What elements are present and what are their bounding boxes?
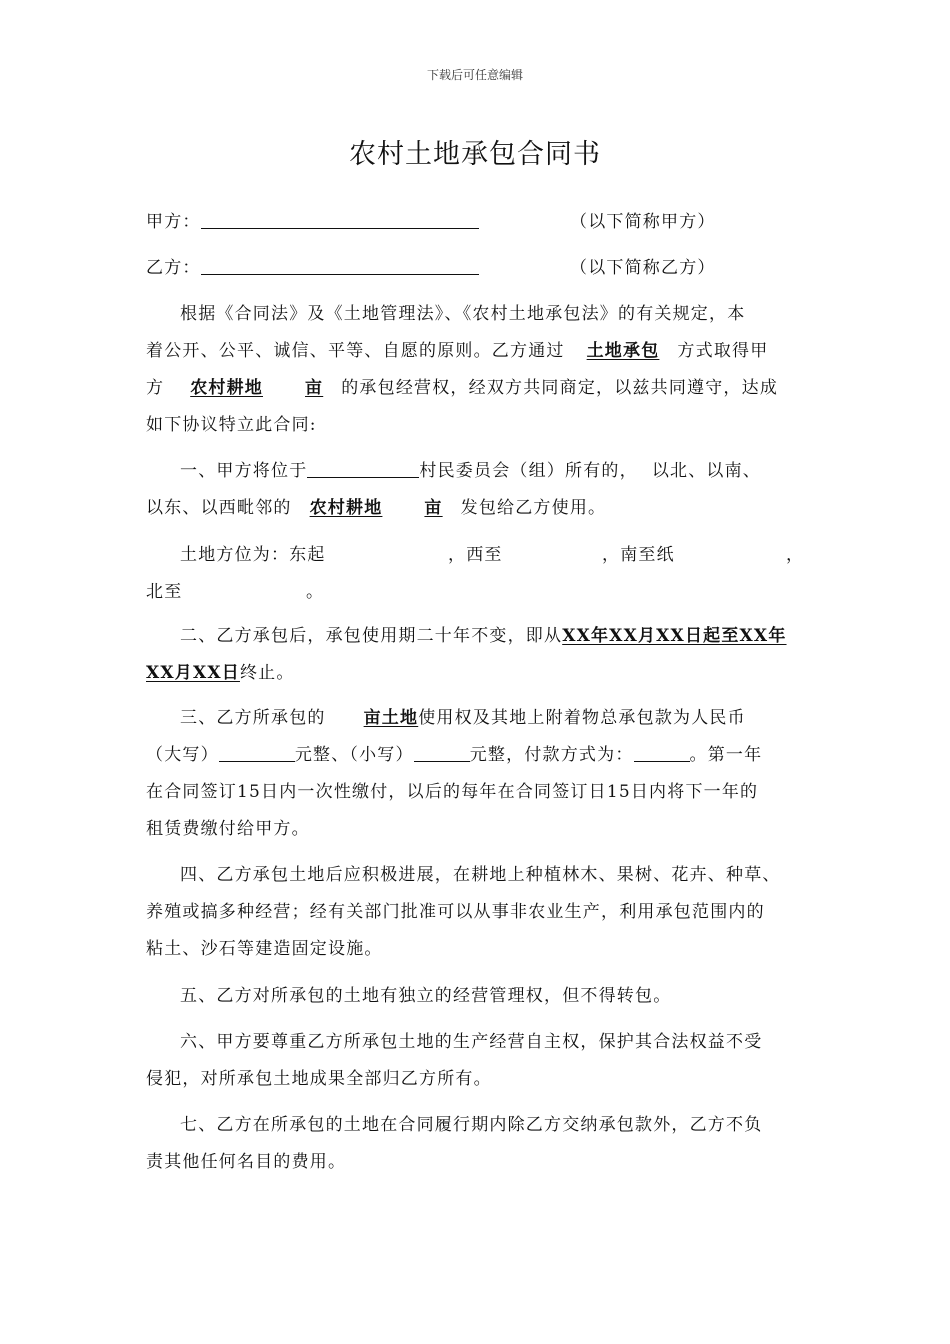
art3-line-4: 租赁费缴付给甲方。 bbox=[146, 819, 310, 839]
art4-line-1: 四、乙方承包土地后应积极进展，在耕地上种植林木、果树、花卉、种草、 bbox=[180, 865, 781, 885]
location-period: 。 bbox=[306, 582, 325, 602]
art2-line-2: XX月XX日终止。 bbox=[146, 663, 295, 683]
page-header: 下载后可任意编辑 bbox=[426, 68, 523, 82]
location-south: ，南至纸 bbox=[602, 545, 675, 565]
intro-line-4: 如下协议特立此合同: bbox=[146, 415, 317, 435]
art3-line-1: 三、乙方所承包的 亩土地使用权及其地上附着物总承包款为人民币 bbox=[180, 708, 746, 728]
term-end: XX月XX日 bbox=[146, 663, 240, 683]
location-west: ，西至 bbox=[448, 545, 503, 565]
art5-line-1: 五、乙方对所承包的土地有独立的经营管理权，但不得转包。 bbox=[180, 986, 672, 1006]
art4-line-3: 粘土、沙石等建造固定设施。 bbox=[146, 939, 383, 959]
art7-line-2: 责其他任何名目的费用。 bbox=[146, 1152, 347, 1172]
art3-line-2: （大写） 元整、（小写） 元整，付款方式为： 。第一年 bbox=[146, 741, 762, 769]
location-comma: ， bbox=[786, 545, 805, 565]
party-b-label: 乙方： bbox=[146, 258, 201, 278]
party-a-note: （以下简称甲方） bbox=[570, 212, 716, 232]
art6-line-1: 六、甲方要尊重乙方所承包土地的生产经营自主权，保护其合法权益不受 bbox=[180, 1032, 763, 1052]
art3-line-3: 在合同签订15日内一次性缴付，以后的每年在合同签订日15日内将下一年的 bbox=[146, 782, 759, 802]
land-area: 亩土地 bbox=[363, 708, 419, 728]
location-label: 土地方位为：东起 bbox=[180, 545, 326, 565]
document-title: 农村土地承包合同书 bbox=[349, 139, 601, 170]
party-a-label: 甲方： bbox=[146, 212, 201, 232]
land-unit: 亩 bbox=[305, 378, 324, 398]
art4-line-2: 养殖或搞多种经营；经有关部门批准可以从事非农业生产，利用承包范围内的 bbox=[146, 902, 765, 922]
amount-lowercase-blank[interactable] bbox=[414, 741, 470, 762]
party-b-blank[interactable] bbox=[201, 254, 479, 275]
land-type: 农村耕地 bbox=[190, 378, 264, 398]
art2-line-1: 二、乙方承包后，承包使用期二十年不变，即从XX年XX月XX日起至XX年 bbox=[180, 626, 787, 646]
term-start: XX年XX月XX日起至XX年 bbox=[562, 626, 787, 646]
art6-line-2: 侵犯，对所承包土地成果全部归乙方所有。 bbox=[146, 1069, 492, 1089]
payment-method-blank[interactable] bbox=[634, 741, 690, 762]
intro-line-2: 着公开、公平、诚信、平等、自愿的原则。乙方通过 土地承包 方式取得甲 bbox=[146, 341, 769, 361]
contract-method: 土地承包 bbox=[586, 341, 660, 361]
art1-line-2: 以东、以西毗邻的 农村耕地 亩 发包给乙方使用。 bbox=[146, 498, 607, 518]
party-a-line bbox=[146, 208, 479, 236]
party-b-note: （以下简称乙方） bbox=[570, 258, 716, 278]
art1-line-1: 一、甲方将位于 村民委员会（组）所有的， 以北、以南、 bbox=[180, 457, 761, 485]
party-b-line bbox=[146, 254, 479, 282]
village-blank[interactable] bbox=[307, 457, 419, 478]
location-north: 北至 bbox=[146, 582, 183, 602]
party-a-blank[interactable] bbox=[201, 208, 479, 229]
amount-uppercase-blank[interactable] bbox=[219, 741, 295, 762]
intro-line-1: 根据《合同法》及《土地管理法》、《农村土地承包法》的有关规定，本 bbox=[180, 304, 746, 324]
art7-line-1: 七、乙方在所承包的土地在合同履行期内除乙方交纳承包款外，乙方不负 bbox=[180, 1115, 763, 1135]
intro-line-3: 方 农村耕地 亩 的承包经营权，经双方共同商定，以兹共同遵守，达成 bbox=[146, 378, 779, 398]
